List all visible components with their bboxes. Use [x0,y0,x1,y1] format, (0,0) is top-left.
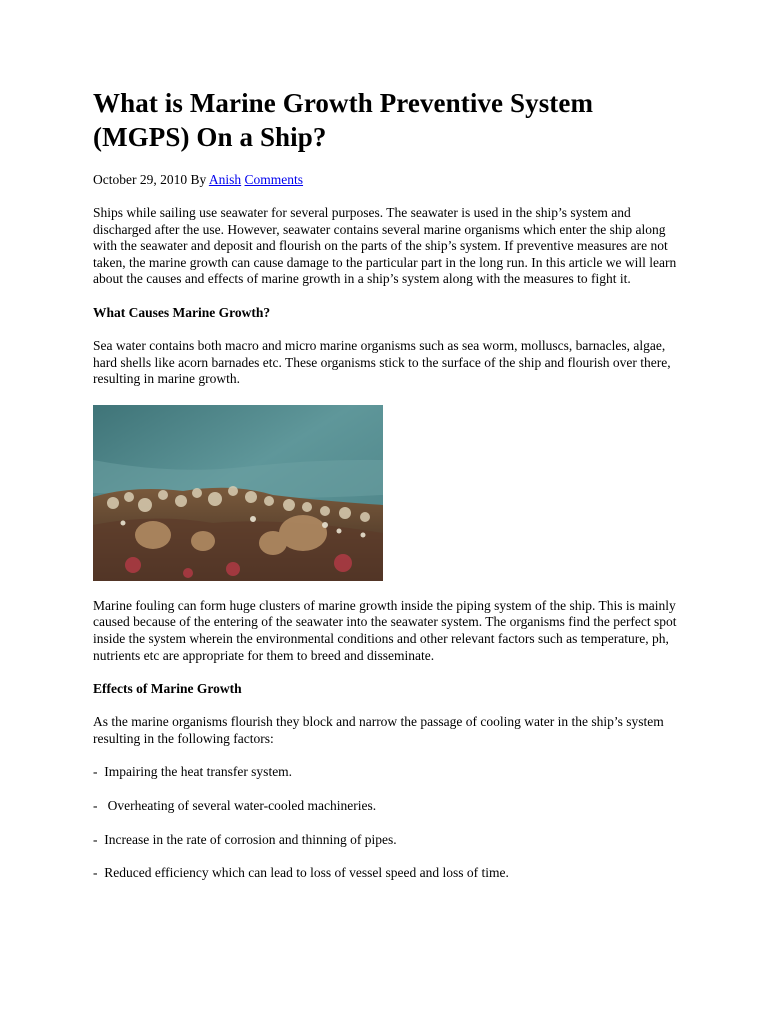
author-link[interactable]: Anish [208,172,242,187]
effect-item: - Impairing the heat transfer system. [93,764,293,780]
article-meta [93,172,678,188]
effects-paragraph: As the marine organisms flourish they block and narrow the passage of cooling water in the ship’s system resulting in the following factors: [93,714,664,746]
article-title: What is Marine Growth Preventive System (MGPS) On a Ship? [93,88,594,152]
causes-paragraph: Sea water contains both macro and micro marine organisms such as sea worm, molluscs, barnacles, algae, hard shells like acorn barnades etc. These organisms stick to the surface of the ship and flourish over there, resulting in marine growth. [93,337,671,387]
section-heading-causes: What Causes Marine Growth? [93,304,271,320]
fouling-paragraph: Marine fouling can form huge clusters of marine growth inside the piping system of the ship. This is mainly caused because of the entering of the seawater into the seawater system. The organisms find the perfect spot inside the system wherein the environmental conditions and other relevant factors such as temperature, ph, nutrients etc are appropriate for them to breed and disseminate. [93,597,677,663]
marine-growth-photo [93,405,383,581]
intro-paragraph: Ships while sailing use seawater for several purposes. The seawater is used in the ship’s system and discharged after the use. However, seawater contains several marine organisms which enter the ship along with the seawater and deposit and flourish on the parts of the ship’s system. If preventive measures are not taken, the marine growth can cause damage to the particular part in the long run. In this article we will learn about the causes and effects of marine growth in a ship’s system along with the measures to fight it. [93,205,677,287]
comments-link[interactable]: Comments [244,172,304,187]
post-date: October 29, 2010 By [93,172,209,187]
section-heading-effects: Effects of Marine Growth [93,681,242,697]
article [93,86,678,882]
effect-item: - Reduced efficiency which can lead to loss of vessel speed and loss of time. [93,865,509,881]
effect-item: - Increase in the rate of corrosion and thinning of pipes. [93,831,397,847]
effect-item: - Overheating of several water-cooled machineries. [93,797,377,813]
